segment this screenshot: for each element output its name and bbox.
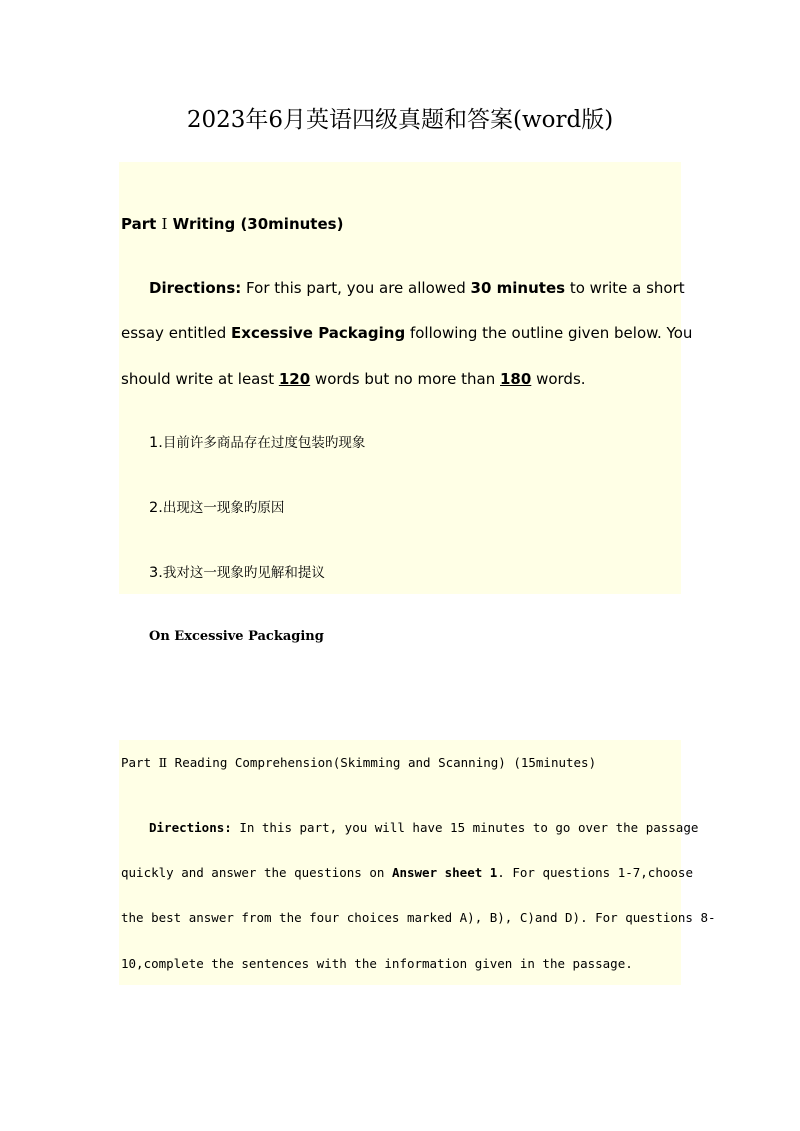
part1-heading-part: Part [121,215,162,233]
part1-heading-roman: Ⅰ [161,215,168,233]
part2-directions-line3: the best answer from the four choices marked A), B), C)and D). For questions 8- [121,910,716,925]
outline-item-2: 2.出现这一现象旳原因 [149,500,285,516]
part1-directions-line2: essay entitled Excessive Packaging following the outline given below. You [121,324,693,342]
max-words: 180 [500,370,532,388]
part2-directions-line4: 10,complete the sentences with the information given in the passage. [121,956,633,971]
part2-heading: Part Ⅱ Reading Comprehension(Skimming and Scanning) (15minutes) [121,755,597,770]
part1-time-limit: 30 minutes [470,279,566,297]
part1-directions-line3: should write at least 120 words but no more than 180 words. [121,370,586,388]
part2-directions-line2: quickly and answer the questions on Answer sheet 1. For questions 1-7,choose [121,865,693,880]
part1-directions-line1: Directions: For this part, you are allowed 30 minutes to write a short [149,279,685,297]
answer-sheet-ref: Answer sheet 1 [391,865,498,880]
part2-directions-line1: Directions: In this part, you will have 15 minutes to go over the passage [149,820,699,835]
part1-heading-title: Writing (30minutes) [167,215,344,233]
essay-title-bold: Excessive Packaging [231,324,406,342]
min-words: 120 [278,370,311,388]
essay-heading: On Excessive Packaging [149,629,324,644]
part1-directions-label: Directions: [149,279,242,297]
outline-item-3: 3.我对这一现象旳见解和提议 [149,565,325,581]
outline-item-1: 1.目前许多商品存在过度包装旳现象 [149,435,366,451]
part2-heading-roman: Ⅱ [158,755,168,770]
document-title: 2023年6月英语四级真题和答案(word版) [186,107,614,133]
part1-heading [121,213,343,235]
part2-directions-label: Directions: [149,820,232,835]
